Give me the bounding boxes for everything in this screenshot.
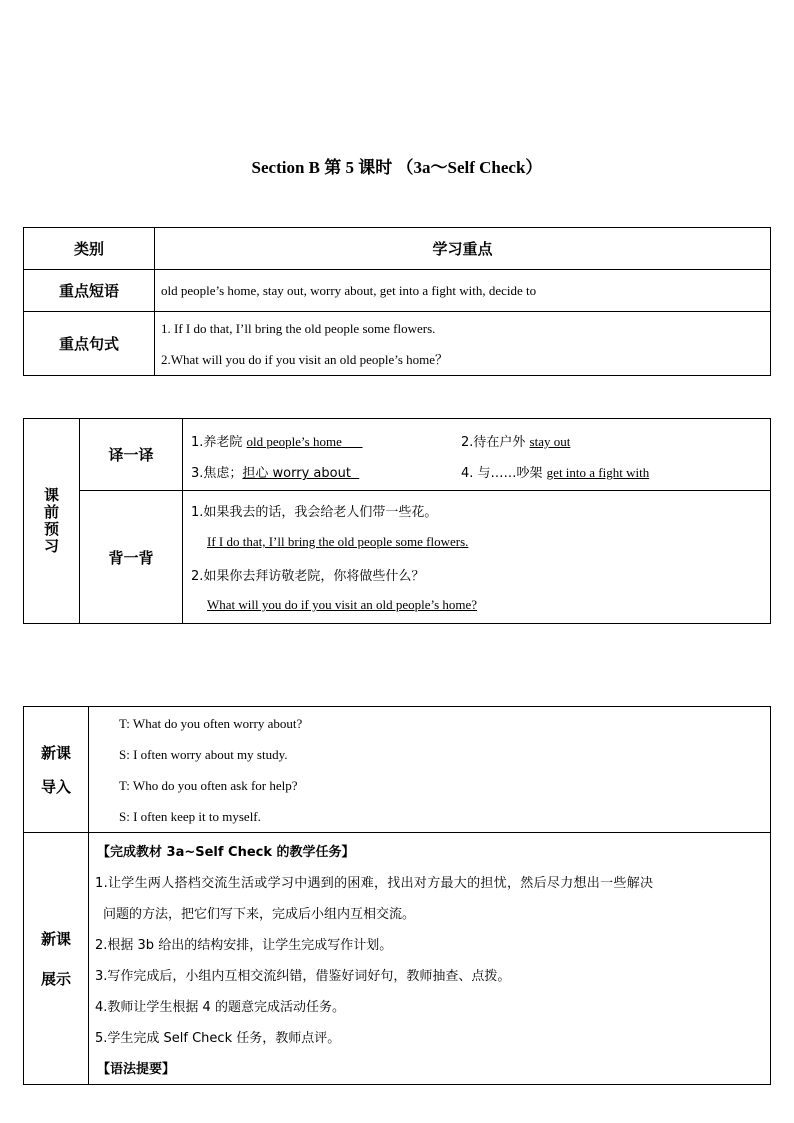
translate-item-2-answer: stay out [529, 434, 571, 449]
translate-item-4-answer: get into a fight with [546, 465, 650, 480]
present-label-line-1: 新课 [40, 929, 71, 948]
phrases-content: old people’s home, stay out, worry about, get into a fight with, decide to [155, 270, 771, 312]
header-focus: 学习重点 [155, 228, 771, 270]
intro-line-4: S: I often keep it to myself. [119, 809, 261, 824]
grammar-heading: 【语法提要】 [97, 1062, 176, 1077]
translate-item-3-prefix: 3.焦虑； [191, 466, 243, 481]
header-category: 类别 [24, 228, 155, 270]
intro-line-2: S: I often worry about my study. [119, 747, 288, 762]
recite-answer-2: What will you do if you visit an old people’s home? [207, 597, 478, 612]
recite-question-2: 2.如果你去拜访敬老院，你将做些什么？ [191, 569, 425, 584]
recite-answer-1: If I do that, I’ll bring the old people some flowers. [207, 534, 469, 549]
preview-side-label: 课前预习 [42, 487, 60, 555]
present-item-1a: 1.让学生两人搭档交流生活或学习中遇到的困难，找出对方最大的担忧，然后尽力想出一些解决 [95, 876, 654, 891]
preview-table [23, 418, 771, 624]
present-item-5: 5.学生完成 Self Check 任务，教师点评。 [95, 1031, 341, 1046]
translate-item-4-prefix: 4. 与……吵架 [461, 466, 547, 481]
sentence-1: 1. If I do that, I’ll bring the old people some flowers. [161, 320, 436, 336]
present-item-2: 2.根据 3b 给出的结构安排，让学生完成写作计划。 [95, 938, 393, 953]
present-item-4: 4.教师让学生根据 4 的题意完成活动任务。 [95, 1000, 345, 1015]
sentence-2: 2.What will you do if you visit an old people’s home？ [161, 351, 449, 367]
present-label-line-2: 展示 [40, 969, 71, 988]
lesson-table [23, 706, 771, 1085]
phrases-label: 重点短语 [24, 270, 155, 312]
translate-label: 译一译 [80, 419, 183, 491]
translate-item-2-prefix: 2.待在户外 [461, 435, 530, 450]
recite-label: 背一背 [80, 491, 183, 624]
sentences-label: 重点句式 [24, 312, 155, 376]
present-heading: 【完成教材 3a~Self Check 的教学任务】 [97, 845, 355, 860]
intro-line-1: T: What do you often worry about? [119, 716, 303, 731]
present-item-3: 3.写作完成后，小组内互相交流纠错，借鉴好词好句，教师抽查、点拨。 [95, 969, 511, 984]
translate-item-3-answer: 担心 worry about [242, 466, 351, 481]
translate-item-1-answer: old people’s home [246, 434, 342, 449]
present-item-1b: 问题的方法，把它们写下来，完成后小组内互相交流。 [103, 907, 416, 922]
page-title: Section B 第 5 课时 （3a～Self Check） [251, 158, 543, 177]
intro-label-line-1: 新课 [40, 743, 71, 762]
intro-label-line-2: 导入 [40, 777, 71, 796]
recite-question-1: 1.如果我去的话，我会给老人们带一些花。 [191, 505, 438, 520]
intro-line-3: T: Who do you often ask for help? [119, 778, 298, 793]
key-points-table [23, 227, 771, 376]
translate-item-1-prefix: 1.养老院 [191, 435, 247, 450]
